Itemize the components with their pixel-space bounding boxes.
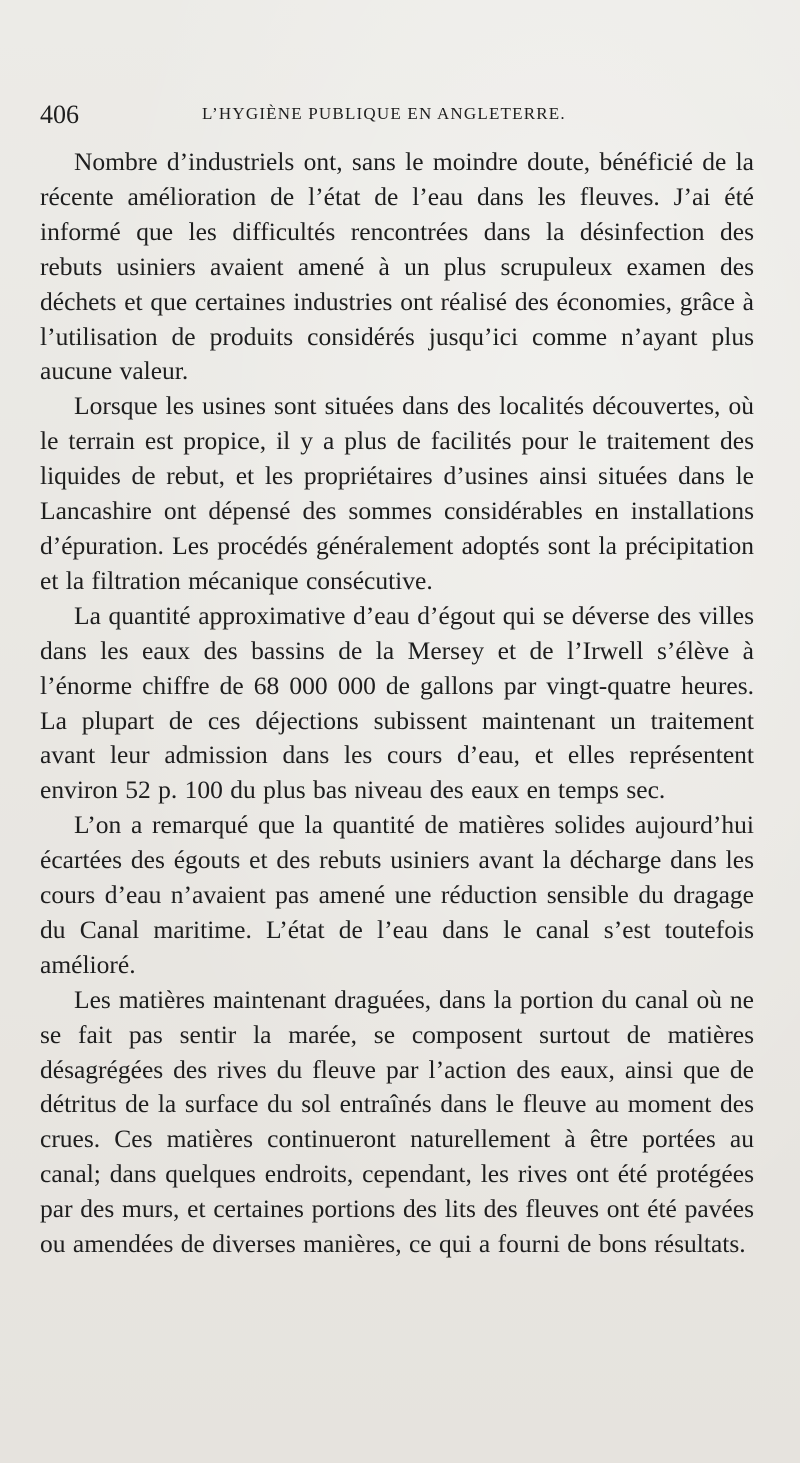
running-title: L’HYGIÈNE PUBLIQUE EN ANGLETERRE. <box>202 104 566 123</box>
page-header <box>40 100 752 130</box>
page-number: 406 <box>40 100 79 129</box>
body-text <box>40 145 754 1262</box>
paragraph-4: L’on a remarqué que la quantité de matières solides aujourd’hui écartées des égouts et des rebuts usiniers avant la décharge dans les cours d’eau n’avaient pas amené une réduction sensible du dragage du Canal maritime. L’état de l’eau dans le canal s’est toutefois amélioré. <box>40 810 754 979</box>
paragraph-3: La quantité approximative d’eau d’égout qui se déverse des villes dans les eaux des bassins de la Mersey et de l’Irwell s’élève à l’énorme chiffre de 68 000 000 de gallons par vingt-quatre heures. La plupart de ces déjections subissent maintenant un traitement avant leur admission dans les cours d’eau, et elles représentent environ 52 p. 100 du plus bas niveau des eaux en temps sec. <box>40 600 754 805</box>
paragraph-5: Les matières maintenant draguées, dans la portion du canal où ne se fait pas sentir la marée, se composent surtout de matières désagrégées des rives du fleuve par l’action des eaux, ainsi que de détritus de la surface du sol entraînés dans le fleuve au moment des crues. Ces matières continueront naturellement à être portées au canal; dans quelques endroits, cependant, les rives ont été protégées par des murs, et certaines portions des lits des fleuves ont été pavées ou amendées de diverses manières, ce qui a fourni de bons résultats. <box>40 984 754 1259</box>
paragraph-1: Nombre d’industriels ont, sans le moindre doute, bénéficié de la récente amélioration de l’état de l’eau dans les fleuves. J’ai été informé que les difficultés rencontrées dans la désinfection des rebuts usiniers avaient amené à un plus scrupuleux examen des déchets et que certaines industries ont réalisé des économies, grâce à l’utilisation de produits considérés jusqu’ici comme n’ayant plus aucune valeur. <box>40 147 754 386</box>
paragraph-2: Lorsque les usines sont situées dans des localités découvertes, où le terrain est propice, il y a plus de facilités pour le traitement des liquides de rebut, et les propriétaires d’usines ainsi situées dans le Lancashire ont dépensé des sommes considérables en installations d’épuration. Les procédés généralement adoptés sont la précipitation et la filtration mécanique consécutive. <box>40 391 754 595</box>
